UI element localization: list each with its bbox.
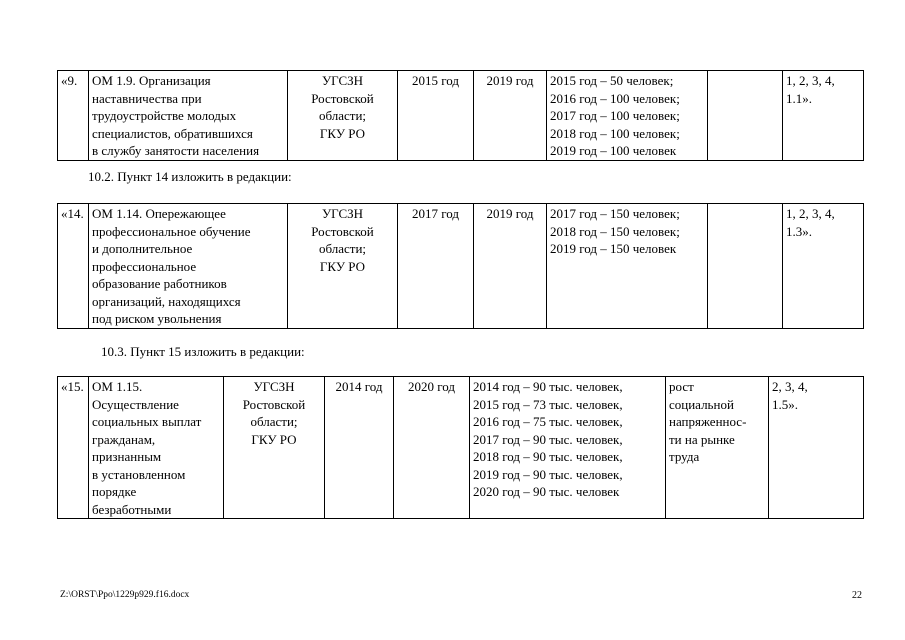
measure-name-line: в установленном [92,466,186,482]
result-line: 2020 год – 90 тыс. человек [473,484,620,499]
result-line: 2017 год – 150 человек; [550,206,680,221]
paragraph-10-2: 10.2. Пункт 14 изложить в редакции: [88,169,292,184]
measure-name-line: специалистов, обратившихся [92,125,253,141]
measure-name-line: ОМ 1.9. Организация [92,73,211,88]
result-line: 2014 год – 90 тыс. человек, [473,379,623,394]
measure-name-line: организаций, находящихся [92,293,241,309]
measure-name-cell [89,71,288,161]
measure-name-line: и дополнительное [92,241,193,256]
measure-name-cell [89,204,288,329]
consequence-line: ти на рынке [669,431,735,447]
result-line: 2017 год – 90 тыс. человек, [473,431,623,447]
executor-line: Ростовской [311,90,374,106]
executor-line: УГСЗН [253,379,295,394]
table-item-15 [57,376,864,519]
table-row [58,204,864,329]
start-year-cell: 2015 год [398,71,474,161]
link-line: 1.5». [772,396,798,412]
link-line: 2, 3, 4, [772,379,808,394]
consequence-line: социальной [669,396,734,412]
result-line: 2015 год – 50 человек; [550,73,674,88]
end-year-cell: 2019 год [474,71,547,161]
consequences-cell [666,377,769,519]
executor-cell [288,204,398,329]
link-line: 1.1». [786,90,812,106]
consequence-line: труда [669,449,700,464]
result-line: 2016 год – 100 человек; [550,90,680,106]
result-line: 2015 год – 73 тыс. человек, [473,396,623,412]
links-cell [783,204,864,329]
measure-name-line: безработными [92,501,172,517]
table-item-14 [57,203,864,329]
consequence-line: рост [669,379,694,394]
measure-name-line: признанным [92,449,162,464]
result-line: 2018 год – 150 человек; [550,223,680,239]
measure-name-line: порядке [92,484,137,499]
executor-line: УГСЗН [321,206,364,221]
measure-name-line: трудоустройстве молодых [92,108,237,123]
measure-name-line: ОМ 1.15. [92,379,143,394]
result-line: 2019 год – 100 человек [550,143,677,158]
paragraph-10-3: 10.3. Пункт 15 изложить в редакции: [101,344,305,359]
executor-line: области; [250,414,298,429]
measure-name-line: Осуществление [92,396,179,412]
executor-line: ГКУ РО [319,258,366,274]
measure-name-line: в службу занятости населения [92,143,260,158]
results-cell [547,71,708,161]
results-cell [470,377,666,519]
link-line: 1, 2, 3, 4, [786,206,835,221]
consequences-cell [708,71,783,161]
measure-name-line: образование работников [92,276,227,291]
executor-cell [224,377,325,519]
table-row [58,377,864,519]
result-line: 2017 год – 100 человек; [550,108,680,123]
result-line: 2016 год – 75 тыс. человек, [473,414,623,429]
measure-name-line: наставничества при [92,90,202,106]
result-line: 2019 год – 90 тыс. человек, [473,466,623,482]
item-number: «9. [58,71,89,161]
measure-name-line: социальных выплат [92,414,202,429]
consequences-cell [708,204,783,329]
table-item-9 [57,70,864,161]
measure-name-line: гражданам, [92,431,156,447]
executor-line: области; [318,108,367,123]
executor-line: ГКУ РО [251,431,297,447]
result-line: 2019 год – 150 человек [550,241,677,256]
measure-name-line: ОМ 1.14. Опережающее [92,206,226,221]
consequence-line: напряженнос- [669,414,747,429]
link-line: 1, 2, 3, 4, [786,73,835,88]
item-number: «14. [58,204,89,329]
executor-line: ГКУ РО [319,125,366,141]
link-line: 1.3». [786,223,812,239]
table-row [58,71,864,161]
end-year-cell: 2020 год [394,377,470,519]
measure-name-cell [89,377,224,519]
executor-cell [288,71,398,161]
file-path-footer: Z:\ORST\Ppo\1229p929.f16.docx [60,590,190,600]
item-number: «15. [58,377,89,519]
start-year-cell: 2017 год [398,204,474,329]
page-number: 22 [852,590,862,601]
executor-line: УГСЗН [321,73,364,88]
executor-line: области; [318,241,367,256]
result-line: 2018 год – 100 человек; [550,125,680,141]
links-cell [769,377,864,519]
end-year-cell: 2019 год [474,204,547,329]
executor-line: Ростовской [242,396,306,412]
result-line: 2018 год – 90 тыс. человек, [473,449,623,464]
links-cell [783,71,864,161]
executor-line: Ростовской [311,223,374,239]
measure-name-line: под риском увольнения [92,311,222,326]
start-year-cell: 2014 год [325,377,394,519]
measure-name-line: профессиональное обучение [92,223,251,239]
results-cell [547,204,708,329]
measure-name-line: профессиональное [92,258,197,274]
